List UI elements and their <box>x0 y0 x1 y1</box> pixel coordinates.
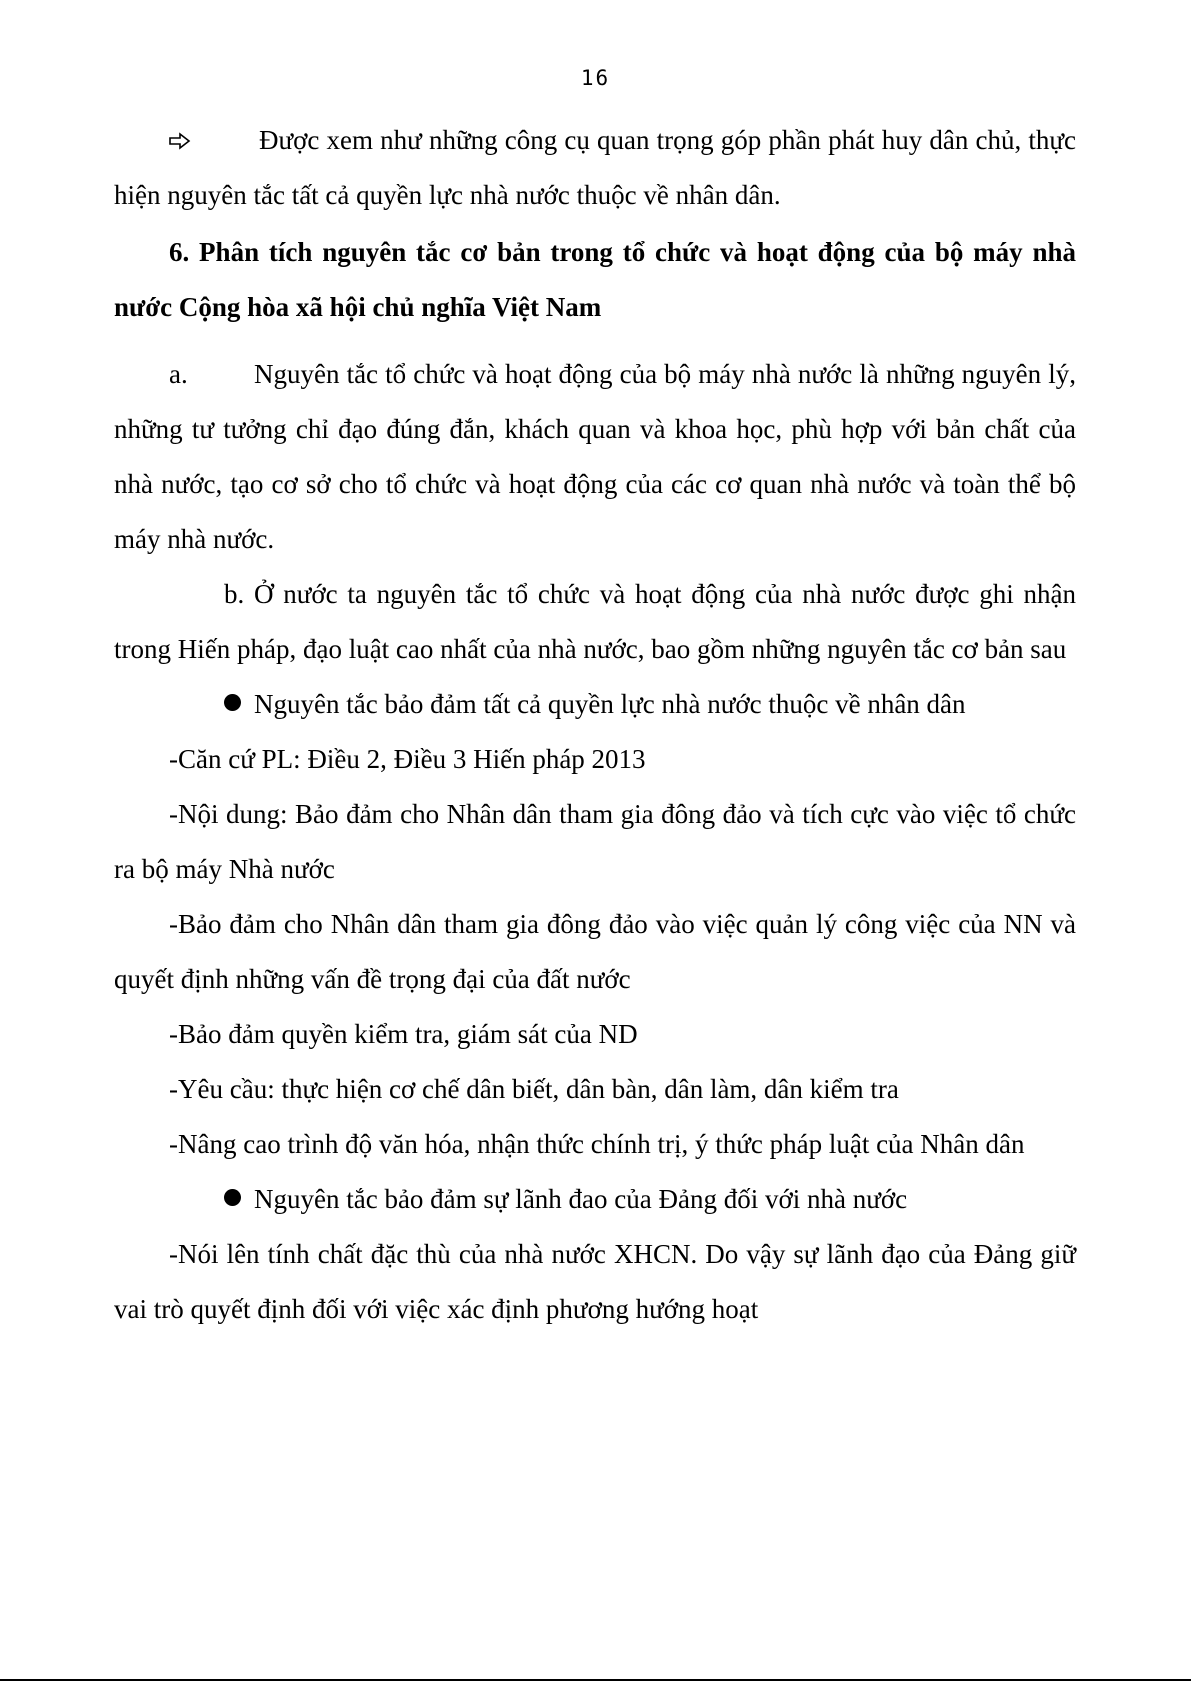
section-heading: 6. Phân tích nguyên tắc cơ bản trong tổ chức và hoạt động của bộ máy nhà nước Cộng hòa xã hội chủ nghĩa Việt Nam <box>114 237 1076 322</box>
list-marker-a: a. <box>169 359 188 389</box>
list-marker-b: b. <box>224 579 245 609</box>
arrow-paragraph-text: Được xem như những công cụ quan trọng góp phần phát huy dân chủ, thực hiện nguyên tắc tất cả quyền lực nhà nước thuộc về nhân dân. <box>114 125 1076 210</box>
dash-item-1: -Căn cứ PL: Điều 2, Điều 3 Hiến pháp 2013 <box>169 744 646 774</box>
dash-item-2: -Nội dung: Bảo đảm cho Nhân dân tham gia đông đảo và tích cực vào việc tổ chức ra bộ máy Nhà nước <box>114 799 1076 884</box>
arrow-right-icon <box>114 113 259 168</box>
bullet-item-1 <box>114 677 1076 732</box>
list-item-b-text: Ở nước ta nguyên tắc tổ chức và hoạt động của nhà nước được ghi nhận trong Hiến pháp, đạo luật cao nhất của nhà nước, bao gồm những nguyên tắc cơ bản sau <box>114 579 1076 664</box>
dash-item-7: -Nói lên tính chất đặc thù của nhà nước XHCN. Do vậy sự lãnh đạo của Đảng giữ vai trò quyết định đối với việc xác định phương hướng hoạt <box>114 1239 1076 1324</box>
dash-item-6: -Nâng cao trình độ văn hóa, nhận thức chính trị, ý thức pháp luật của Nhân dân <box>169 1129 1025 1159</box>
dash-item-5: -Yêu cầu: thực hiện cơ chế dân biết, dân bàn, dân làm, dân kiểm tra <box>169 1074 899 1104</box>
bullet-icon <box>169 677 254 732</box>
bullet-item-2 <box>114 1172 1076 1227</box>
bullet-item-2-text: Nguyên tắc bảo đảm sự lãnh đao của Đảng đối với nhà nước <box>254 1184 908 1214</box>
page-number: 16 <box>580 66 611 90</box>
list-item-a <box>114 347 1076 567</box>
arrow-paragraph <box>114 113 1076 223</box>
bullet-item-1-text: Nguyên tắc bảo đảm tất cả quyền lực nhà nước thuộc về nhân dân <box>254 689 966 719</box>
dash-item-4: -Bảo đảm quyền kiểm tra, giám sát của ND <box>169 1019 638 1049</box>
footer-rule <box>0 1679 1191 1681</box>
bullet-icon <box>169 1172 254 1227</box>
document-body <box>114 113 1076 1337</box>
list-item-a-text: Nguyên tắc tổ chức và hoạt động của bộ máy nhà nước là những nguyên lý, những tư tưởng chỉ đạo đúng đắn, khách quan và khoa học, phù hợp với bản chất của nhà nước, tạo cơ sở cho tổ chức và hoạt động của các cơ quan nhà nước và toàn thể bộ máy nhà nước. <box>114 359 1076 554</box>
dash-item-3: -Bảo đảm cho Nhân dân tham gia đông đảo vào việc quản lý công việc của NN và quyết định những vấn đề trọng đại của đất nước <box>114 909 1076 994</box>
list-item-b <box>114 567 1076 677</box>
